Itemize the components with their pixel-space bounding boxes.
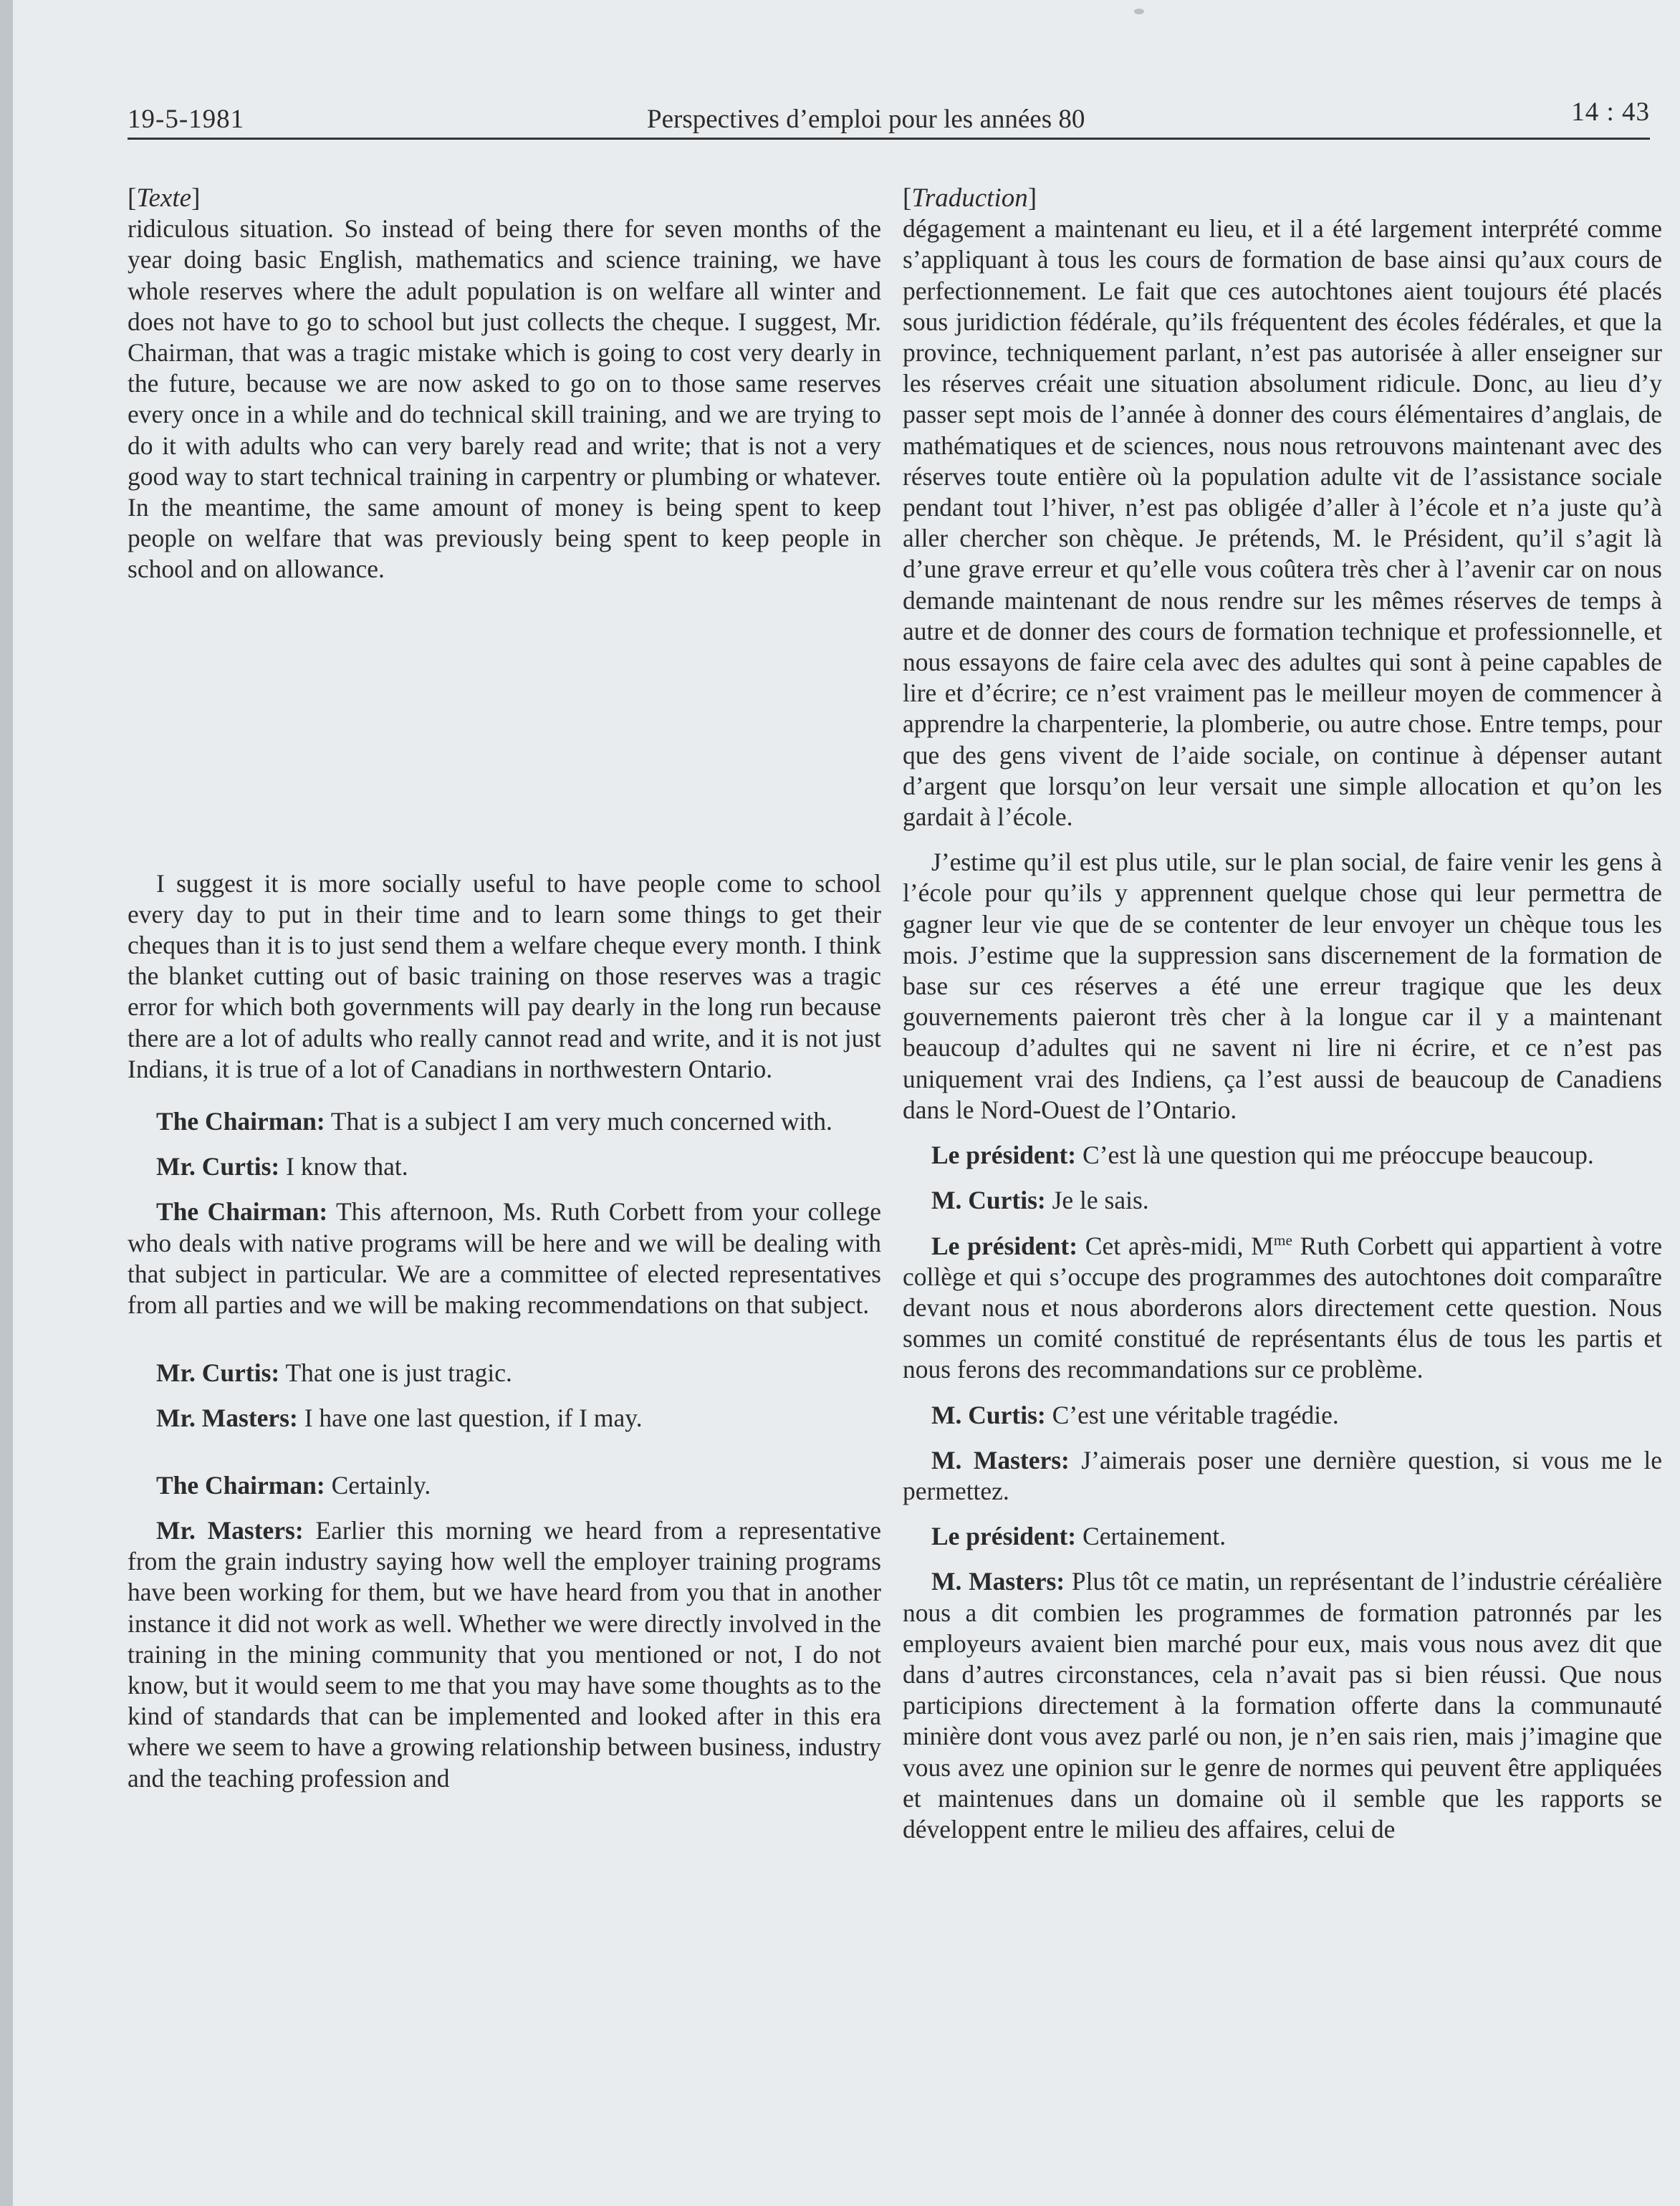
paragraph: dégagement a maintenant eu lieu, et il a été largement interprété comme s’appliquant à tous les cours de formation de base ainsi qu’aux cours de perfectionnement. Le fait que ces autochtones aient toujours été placés sous juridiction fédérale, qu’ils fréquentent des écoles fédérales, et que la province, techniquement parlant, n’est pas autorisée à aller enseigner sur les réserves créait une situation absolument ridicule. Donc, au lieu d’y passer sept mois de l’année à donner des cours élémentaires d’anglais, de mathématiques et de sciences, nous nous retrouvons maintenant avec des réserves toute entière où la population adulte vit de l’assistance sociale pendant tout l’hiver, n’est pas obligée d’aller à l’école et n’a juste qu’à aller chercher son chèque. Je prétends, M. le Président, qu’il s’agit là d’une grave erreur et qu’elle vous coûtera très cher à l’avenir car on nous demande maintenant de nous rendre sur les mêmes réserves de temps à autre et de donner des cours de formation technique et professionnelle, et nous essayons de faire cela avec des adultes qui sont à peine capables de lire et d’écrire; ce n’est vraiment pas le meilleur moyen de commencer à apprendre la charpenterie, la plomberie, ou autre chose. Entre temps, pour que des gens vivent de l’aide sociale, on continue à dépenser autant d’argent que lorsqu’on leur versait une simple allocation et qu’on les gardait à l’école. — [903, 214, 1662, 832]
header-title: Perspectives d’emploi pour les années 80 — [647, 105, 1085, 134]
speaker-name: The Chairman: — [156, 1197, 328, 1227]
speaker-name: Mr. Curtis: — [156, 1152, 280, 1181]
speaker-name: Mr. Masters: — [156, 1515, 304, 1545]
french-column — [903, 183, 1662, 1845]
speech: M. Masters: Plus tôt ce matin, un représentant de l’industrie céréalière nous a dit combien les programmes de formation patronnés par les employeurs avaient bien marché pour eux, mais vous nous avez dit que dans d’autres circonstances, cela n’avait pas si bien réussi. Que nous participions directement à la formation offerte dans la communauté minière dont vous avez parlé ou non, je n’en sais rien, mais j’imagine que vous avez une opinion sur le genre de normes qui peuvent être appliquées et maintenues dans un domaine où il semble que les rapports se développent entre le milieu des affaires, celui de — [903, 1567, 1662, 1843]
speech: Le président: Certainement. — [931, 1522, 1227, 1551]
speaker-name: Le président: — [931, 1231, 1078, 1260]
header-page-number: 14 : 43 — [1571, 97, 1650, 127]
speech: Le président: Cet après-midi, $M^{me}$ Ruth Corbett qui appartient à votre collège et qui s’occupe des programmes des autochtones doit comparaître devant nous et nous aborderons alors directement cette question. Nous sommes un comité constitué de représentants élus de tous les partis et nous ferons des recommandations sur ce problème. — [903, 1231, 1662, 1384]
paragraph: J’estime qu’il est plus utile, sur le plan social, de faire venir les gens à l’école pour qu’ils y apprennent quelque chose qui leur permettra de gagner leur vie que de se contenter de leur envoyer un chèque tous les mois. J’estime que la suppression sans discernement de la formation de base sur ces réserves a été une erreur tragique que les deux gouvernements paieront très cher à la longue car il y a maintenant beaucoup d’adultes qui ne savent ni lire ni écrire, et ce n’est pas uniquement vrai des Indiens, ça l’est aussi de beaucoup de Canadiens dans le Nord-Ouest de l’Ontario. — [903, 848, 1662, 1124]
speaker-name: M. Curtis: — [931, 1186, 1046, 1215]
superscript: me — [1273, 1231, 1292, 1249]
speech: Mr. Masters: Earlier this morning we heard from a representative from the grain industry saying how well the employer training programs have been working for them, but we have heard from you that in another instance it did not work as well. Whether we were directly involved in the training in the mining community that you mentioned or not, I do not know, but it would seem to me that you may have some thoughts as to the kind of standards that can be implemented and looked after in this era where we seem to have a growing relationship between business, industry and the teaching profession and — [128, 1515, 881, 1793]
speaker-name: Le président: — [931, 1141, 1077, 1170]
speech: M. Curtis: Je le sais. — [931, 1186, 1149, 1215]
header-date: 19-5-1981 — [128, 105, 245, 134]
speaker-name: M. Masters: — [931, 1567, 1065, 1596]
speaker-name: Mr. Masters: — [156, 1404, 298, 1433]
paragraph: I suggest it is more socially useful to have people come to school every day to put in their time and to learn some things to get their cheques than it is to just send them a welfare cheque every month. I think the blanket cutting out of basic training on those reserves was a tragic error for which both governments will pay dearly in the long run because there are a lot of adults who really cannot read and write, and it is not just Indians, it is true of a lot of Canadians in northwestern Ontario. — [128, 868, 881, 1083]
paragraph: ridiculous situation. So instead of being there for seven months of the year doing basic English, mathematics and science training, we have whole reserves where the adult population is on welfare all winter and does not have to go to school but just collects the cheque. I suggest, Mr. Chairman, that was a tragic mistake which is going to cost very dearly in the future, because we are now asked to go on to those same reserves every once in a while and do technical skill training, and we are trying to do it with adults who can very barely read and write; that is not a very good way to start technical training in carpentry or plumbing or whatever. In the meantime, the same amount of money is being spent to keep people on welfare that was previously being spent to keep people in school and on allowance. — [128, 214, 881, 584]
speaker-name: The Chairman: — [156, 1470, 325, 1500]
speech: The Chairman: That is a subject I am very much concerned with. — [156, 1107, 832, 1136]
speech: The Chairman: This afternoon, Ms. Ruth Corbett from your college who deals with native programs will be here and we will be dealing with that subject in particular. We are a committee of elected representatives from all parties and we will be making recommendations on that subject. — [128, 1197, 881, 1320]
speaker-name: M. Masters: — [931, 1445, 1070, 1474]
speaker-name: Le président: — [931, 1522, 1077, 1551]
english-column — [128, 183, 881, 1794]
paper-mark — [1134, 9, 1144, 14]
speech: Mr. Curtis: I know that. — [156, 1152, 408, 1181]
section-label: [Traduction] — [903, 183, 1037, 213]
speaker-name: Mr. Curtis: — [156, 1358, 280, 1388]
speech: M. Curtis: C’est une véritable tragédie. — [931, 1400, 1339, 1429]
speech: Le président: C’est là une question qui me préoccupe beaucoup. — [931, 1141, 1594, 1170]
speech: M. Masters: J’aimerais poser une dernière question, si vous me le permettez. — [903, 1445, 1662, 1505]
speech: Mr. Curtis: That one is just tragic. — [156, 1358, 512, 1388]
speech: Mr. Masters: I have one last question, if I may. — [156, 1404, 643, 1433]
section-label: [Texte] — [128, 183, 201, 213]
speech: The Chairman: Certainly. — [156, 1470, 431, 1500]
page-header — [128, 97, 1650, 140]
speaker-name: The Chairman: — [156, 1107, 325, 1136]
speaker-name: M. Curtis: — [931, 1400, 1046, 1429]
